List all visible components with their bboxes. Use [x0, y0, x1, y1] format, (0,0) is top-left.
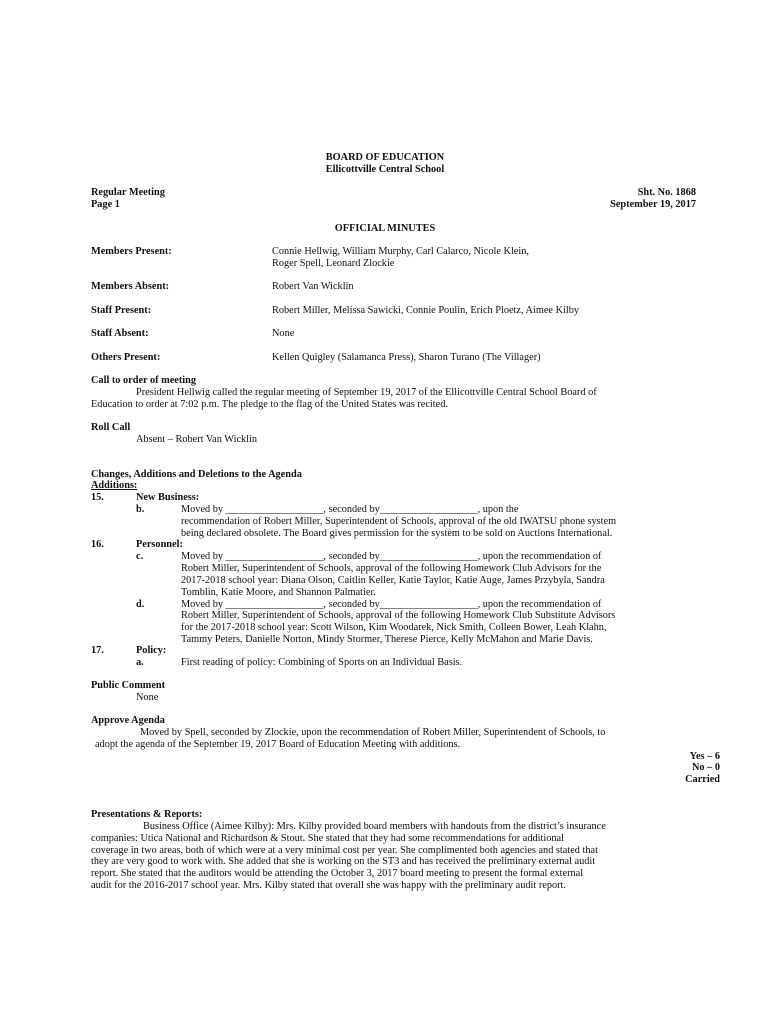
item-b-line-3: being declared obsolete. The Board gives permission for the system to be sold on Auctions International.: [181, 528, 613, 539]
members-absent-label: Members Absent:: [91, 281, 170, 292]
public-comment-text: None: [136, 692, 159, 703]
additions-heading: Additions:: [91, 480, 138, 491]
vote-yes: Yes – 6: [689, 751, 720, 762]
staff-present-label: Staff Present:: [91, 305, 152, 316]
presentations-line-2: companies: Utica National and Richardson & Stout. She stated that they had some recommendations for additional: [91, 833, 564, 844]
section-15-number: 15.: [91, 492, 104, 503]
org-title: BOARD OF EDUCATION: [325, 152, 445, 163]
section-16-title: Personnel:: [136, 539, 183, 550]
item-d-line-1: Moved by ___________________, seconded by___________________, upon the recommendation of: [181, 599, 602, 610]
public-comment-heading: Public Comment: [91, 680, 166, 691]
presentations-line-6: audit for the 2016-2017 school year. Mrs. Kilby stated that overall she was happy with the preliminary audit report.: [91, 880, 566, 891]
members-absent-value: Robert Van Wicklin: [272, 281, 354, 292]
item-d-line-3: for the 2017-2018 school year: Scott Wilson, Kim Woodarek, Nick Smith, Colleen Bower, Leah Klahn,: [181, 622, 607, 633]
item-a-letter: a.: [136, 657, 144, 668]
school-name: Ellicottville Central School: [325, 164, 445, 175]
others-present-value: Kellen Quigley (Salamanca Press), Sharon Turano (The Villager): [272, 352, 541, 363]
changes-heading: Changes, Additions and Deletions to the Agenda: [91, 469, 302, 480]
item-b-line-1: Moved by ___________________, seconded by___________________, upon the: [181, 504, 519, 515]
section-17-number: 17.: [91, 645, 104, 656]
staff-absent-value: None: [272, 328, 295, 339]
sheet-number: Sht. No. 1868: [637, 187, 696, 198]
section-16-number: 16.: [91, 539, 104, 550]
others-present-label: Others Present:: [91, 352, 161, 363]
presentations-heading: Presentations & Reports:: [91, 809, 203, 820]
item-c-line-3: 2017-2018 school year: Diana Olson, Caitlin Keller, Katie Taylor, Katie Auge, James Przybyla, Sandra: [181, 575, 605, 586]
call-to-order-line-1: President Hellwig called the regular meeting of September 19, 2017 of the Ellicottville Central School Board of: [136, 387, 597, 398]
approve-agenda-heading: Approve Agenda: [91, 715, 165, 726]
presentations-line-3: coverage in two areas, both of which were at a very minimal cost per year. She complimented both agencies and stated that: [91, 845, 598, 856]
item-d-letter: d.: [136, 599, 145, 610]
members-present-value: Connie Hellwig, William Murphy, Carl Calarco, Nicole Klein,: [272, 246, 529, 257]
presentations-line-1: Business Office (Aimee Kilby): Mrs. Kilby provided board members with handouts from the district’s insurance: [143, 821, 606, 832]
members-present-label: Members Present:: [91, 246, 172, 257]
item-c-line-4: Tomblin, Katie Moore, and Shannon Palmatier.: [181, 587, 376, 598]
vote-no: No – 0: [691, 762, 720, 773]
roll-call-heading: Roll Call: [91, 422, 131, 433]
call-to-order-line-2: Education to order at 7:02 p.m. The pledge to the flag of the United States was recited.: [91, 399, 448, 410]
item-b-line-2: recommendation of Robert Miller, Superintendent of Schools, approval of the old IWATSU phone system: [181, 516, 617, 527]
item-c-line-1: Moved by ___________________, seconded by___________________, upon the recommendation of: [181, 551, 602, 562]
approve-agenda-line-2: adopt the agenda of the September 19, 2017 Board of Education Meeting with additions.: [95, 739, 461, 750]
item-b-letter: b.: [136, 504, 145, 515]
page-number: Page 1: [91, 199, 120, 210]
vote-result: Carried: [685, 774, 720, 785]
presentations-line-4: they are very good to work with. She added that she is working on the ST3 and has received the preliminary external audit: [91, 856, 596, 867]
section-17-title: Policy:: [136, 645, 167, 656]
meeting-date: September 19, 2017: [610, 199, 696, 210]
staff-present-value: Robert Miller, Melissa Sawicki, Connie Poulin, Erich Ploetz, Aimee Kilby: [272, 305, 580, 316]
members-present-value-2: Roger Spell, Leonard Zlockie: [272, 258, 395, 269]
item-d-line-4: Tammy Peters, Danielle Norton, Mindy Stormer, Therese Pierce, Kelly McMahon and Marie Davis.: [181, 634, 593, 645]
doc-title: OFFICIAL MINUTES: [334, 223, 436, 234]
item-d-line-2: Robert Miller, Superintendent of Schools, approval of the following Homework Club Substitute Advisors: [181, 610, 616, 621]
item-c-line-2: Robert Miller, Superintendent of Schools, approval of the following Homework Club Advisors for the: [181, 563, 602, 574]
section-15-title: New Business:: [136, 492, 200, 503]
approve-agenda-line-1: Moved by Spell, seconded by Zlockie, upon the recommendation of Robert Miller, Superintendent of Schools, to: [140, 727, 606, 738]
item-c-letter: c.: [136, 551, 144, 562]
meeting-type: Regular Meeting: [91, 187, 165, 198]
staff-absent-label: Staff Absent:: [91, 328, 149, 339]
call-to-order-heading: Call to order of meeting: [91, 375, 197, 386]
roll-call-text: Absent – Robert Van Wicklin: [136, 434, 258, 445]
item-a-line-1: First reading of policy: Combining of Sports on an Individual Basis.: [181, 657, 463, 668]
presentations-line-5: report. She stated that the auditors would be attending the October 3, 2017 board meeting to present the formal external: [91, 868, 584, 879]
